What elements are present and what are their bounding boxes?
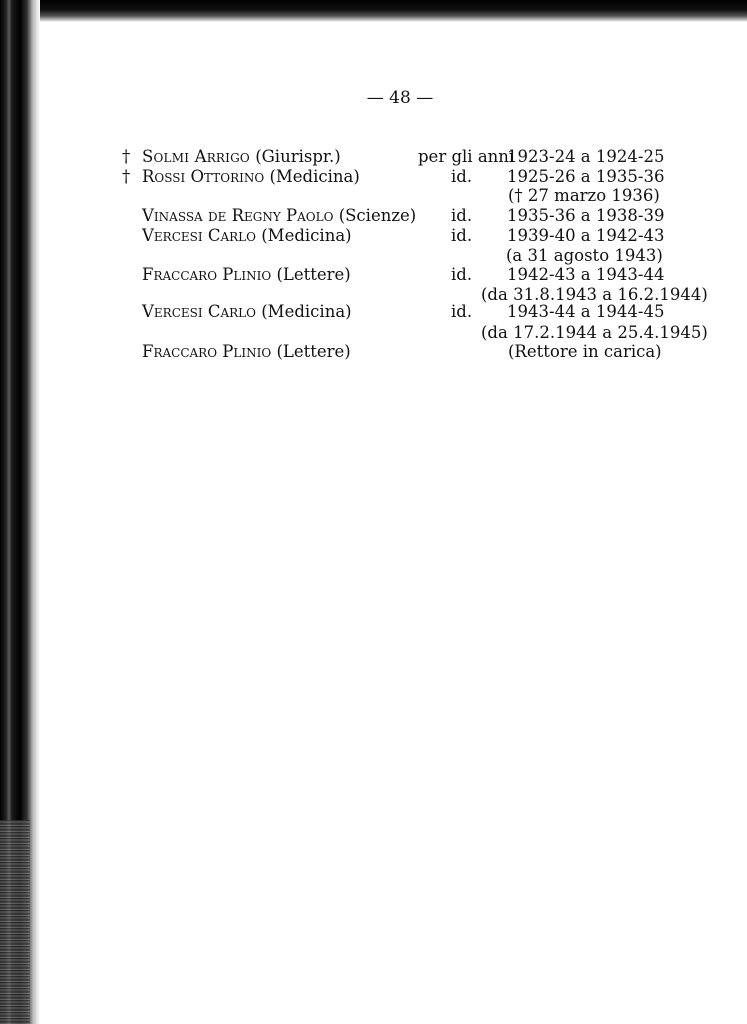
rector-surname-name: Rossi Ottorino [142, 167, 265, 186]
rector-faculty: (Scienze) [338, 206, 417, 225]
rector-note: († 27 marzo 1936) [508, 186, 660, 205]
rector-name [142, 167, 360, 187]
rector-surname-name: Fraccaro Plinio [142, 342, 272, 361]
rector-surname-name: Vercesi Carlo [142, 302, 256, 321]
rector-faculty: (Giurispr.) [255, 147, 341, 166]
rector-years: 1943-44 a 1944-45 [507, 302, 665, 321]
rector-note-row [0, 186, 747, 206]
rector-name [142, 147, 341, 167]
rector-entry [0, 265, 747, 285]
rector-faculty: (Lettere) [276, 265, 351, 284]
period-label: id. [451, 206, 473, 225]
rector-note-row [0, 323, 747, 343]
scan-top-edge [0, 0, 747, 22]
rector-name [142, 226, 352, 246]
rector-entry [0, 342, 747, 362]
rector-note: (a 31 agosto 1943) [506, 246, 663, 265]
rector-surname-name: Solmi Arrigo [142, 147, 250, 166]
deceased-dagger: † [122, 147, 131, 166]
scan-binding-texture [0, 820, 30, 1024]
rector-entry [0, 147, 747, 167]
rector-note-row [0, 246, 747, 266]
rector-entry [0, 302, 747, 322]
rector-note: (da 31.8.1943 a 16.2.1944) [481, 285, 708, 304]
rector-surname-name: Vercesi Carlo [142, 226, 256, 245]
rector-faculty: (Medicina) [261, 226, 352, 245]
rector-years: 1923-24 a 1924-25 [507, 147, 665, 166]
period-label: id. [451, 167, 473, 186]
period-label: id. [451, 226, 473, 245]
rector-surname-name: Fraccaro Plinio [142, 265, 272, 284]
rector-name [142, 265, 351, 285]
rector-entry [0, 167, 747, 187]
rector-years: 1939-40 a 1942-43 [507, 226, 665, 245]
rector-surname-name: Vinassa de Regny Paolo [142, 206, 334, 225]
deceased-dagger: † [122, 167, 131, 186]
rector-name [142, 342, 351, 362]
rector-faculty: (Medicina) [261, 302, 352, 321]
rector-note: (Rettore in carica) [508, 342, 662, 361]
rector-years: 1935-36 a 1938-39 [507, 206, 665, 225]
period-label: per gli anni [418, 147, 515, 166]
rector-faculty: (Medicina) [269, 167, 360, 186]
period-label: id. [451, 265, 473, 284]
rector-name [142, 302, 352, 322]
rector-years: 1942-43 a 1943-44 [507, 265, 665, 284]
period-label: id. [451, 302, 473, 321]
rector-note: (da 17.2.1944 a 25.4.1945) [481, 323, 708, 342]
rector-years: 1925-26 a 1935-36 [507, 167, 665, 186]
rector-entry [0, 226, 747, 246]
rector-name [142, 206, 416, 226]
rector-entry [0, 206, 747, 226]
rector-faculty: (Lettere) [276, 342, 351, 361]
page-number: — 48 — [366, 88, 434, 108]
